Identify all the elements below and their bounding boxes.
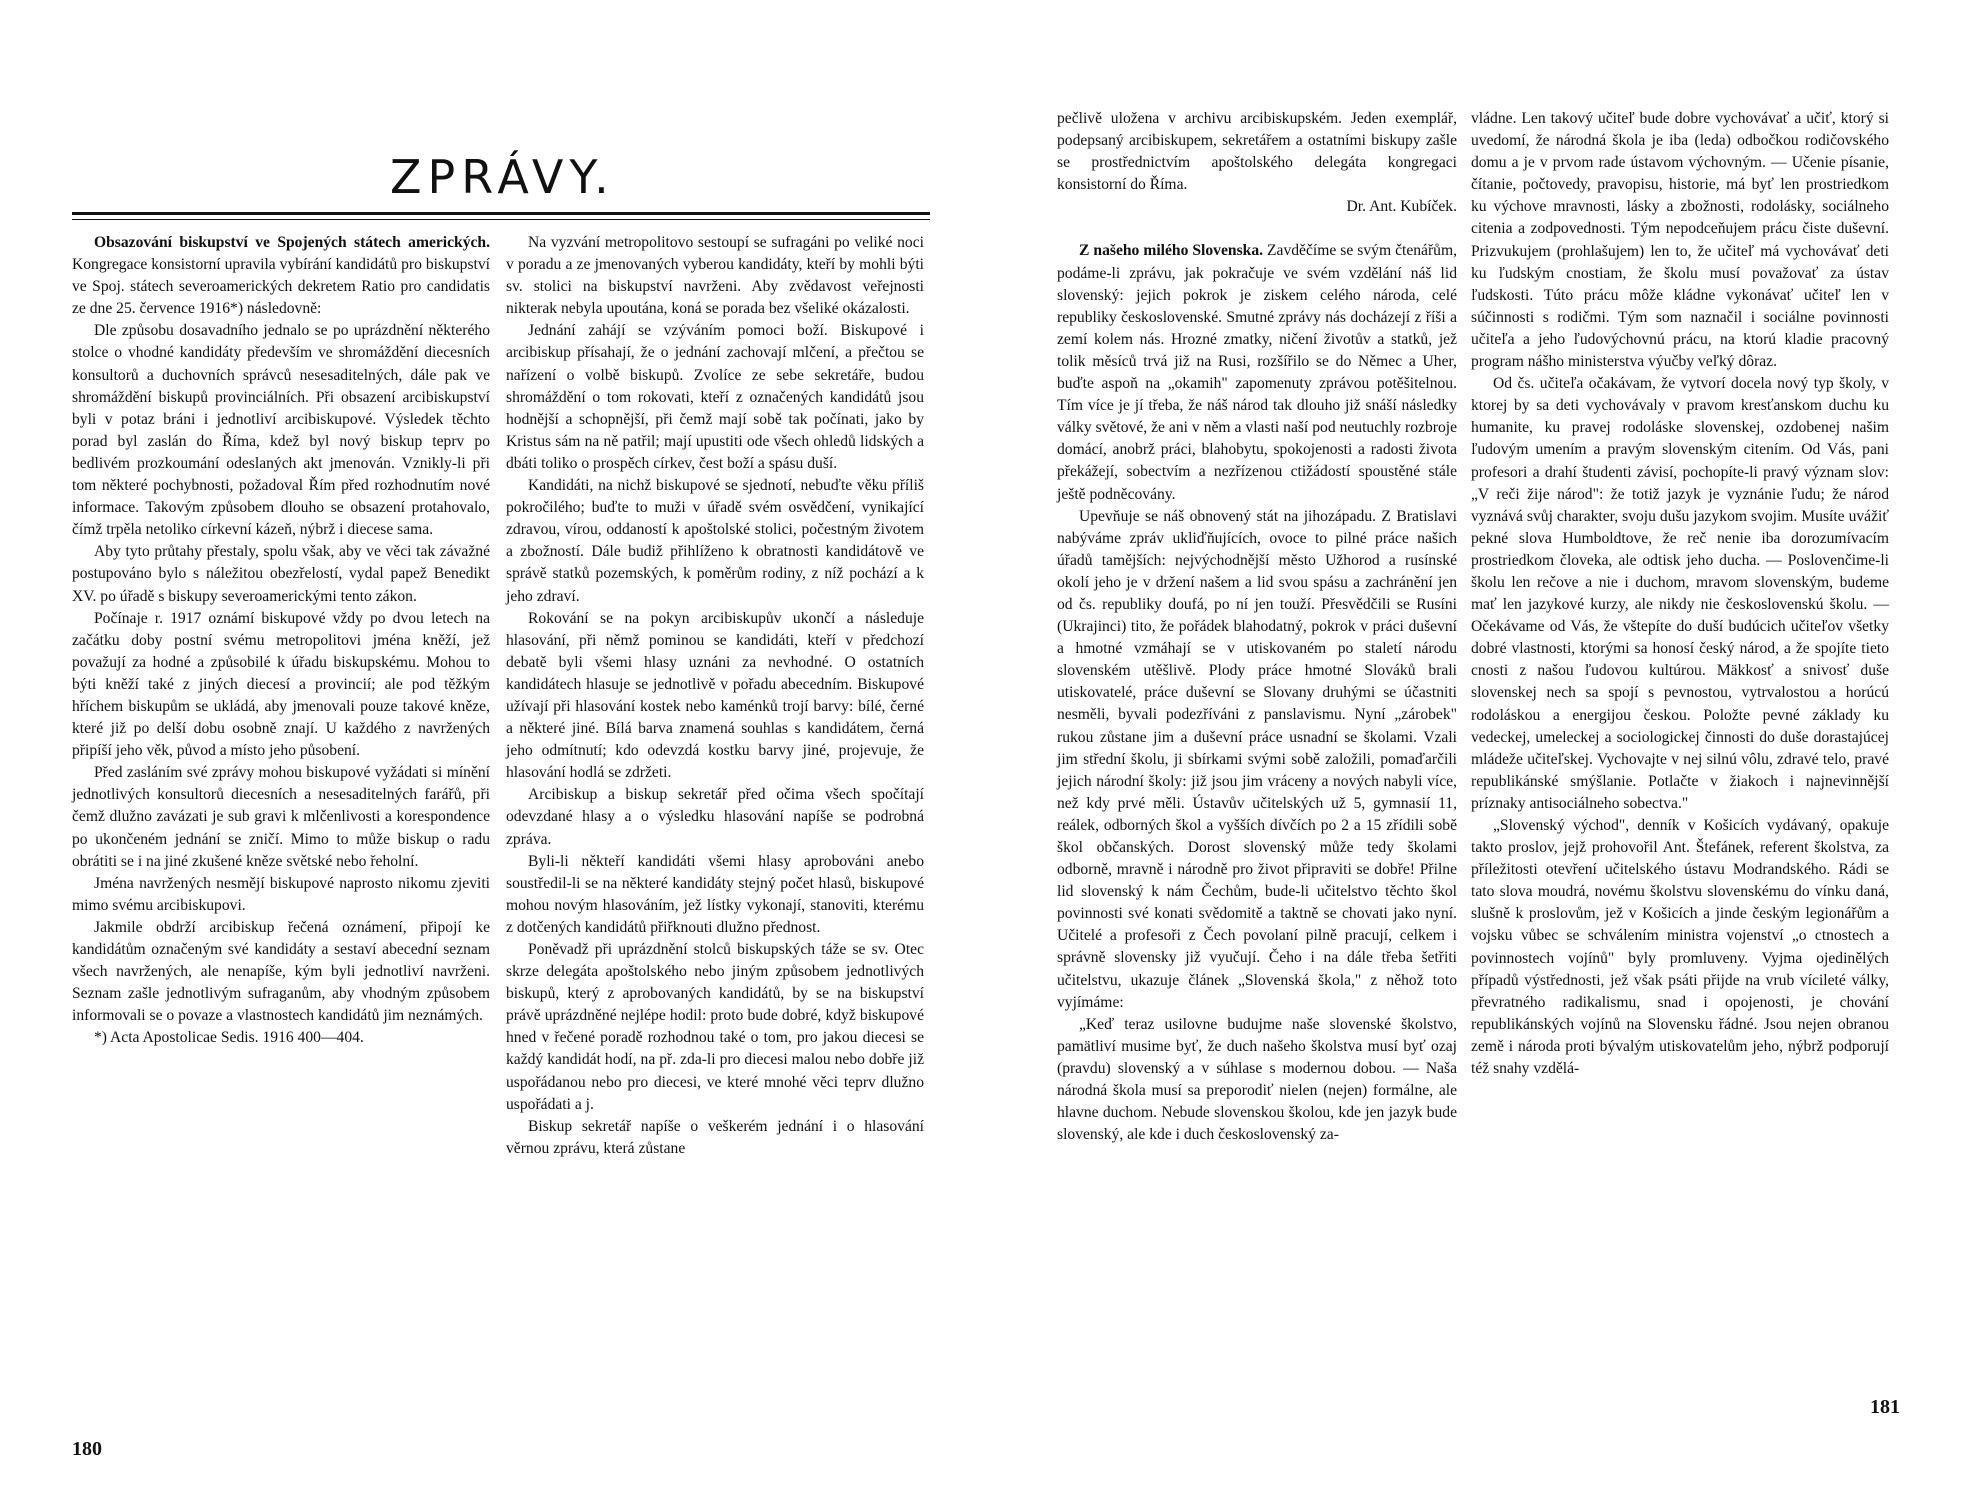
paragraph-text: Kongregace konsistorní upravila vybírání kandidátů pro biskupství ve Spoj. státech severoamerických dekretem Ratio pro candidatis ze dne 25. července 1916*) následovně: [72, 256, 490, 318]
paragraph-text: pečlivě uložena v archivu arcibiskupském. Jeden exemplář, podepsaný arcibiskupem, sekretářem a ostatními biskupy zašle se prostřednictvím apoštolského delegáta kongregaci konsistorní do Říma. [1057, 110, 1457, 194]
paragraph: Poněvadž při uprázdnění stolců biskupských táže se sv. Otec skrze delegáta apoštolského nebo jiným způsobem jednotlivých biskupů, který z aprobovaných kandidátů, by se na biskupství právě uprázdněné nejlépe hodil: proto bude dobré, když biskupové hned v řečené poradě rozhodnou také o tom, pro jakou diecesi se každý kandidát hodí, na př. zda-li pro diecesi malou nebo dobře již uspořádanou nebo pro diecesi, ve které mnohé věci teprv dlužno uspořádati a j. [506, 941, 924, 1113]
heading-rule [72, 212, 930, 215]
paragraph: Byli-li někteří kandidáti všemi hlasy aprobováni anebo soustředil-li se na některé kandidáty stejný počet hlasů, biskupové mohou novým hlasováním, jež lístky vykonají, stanoviti, kterému z dotčených kandidátů přiřknouti dlužno přednost. [506, 852, 924, 936]
paragraph: Arcibiskup a biskup sekretář před očima všech spočítají odevzdané hlasy a o výsledku hlasování napíše se podrobná zpráva. [506, 786, 924, 848]
right-column-1 [1057, 108, 1457, 1146]
paragraph: Upevňuje se náš obnovený stát na jihozápadu. Z Bratislavi nabýváme zpráv ukliďňujících, ovoce to pilné práce našich úřadů tamějších: nejvýchodnější město Užhorod a rusínské okolí jeho je v držení našem a lid svou spásu a zachránění jen od čs. republiky doufá, po ní jen touží. Přesvědčili se Rusíni (Ukrajinci) tito, že pořádek blahodatný, pokrok v práci duševní a hmotné vzmáhají se v utiskovaném po staletí národu slovenském utěšlivě. Plody práce hmotné Slováků brali utiskovatelé, práce duševní se Slovany druhými se účastniti nesměli, byvali podezříváni z panslavismu. Nyní „zárobek" rukou zůstane jim a duševní práce usnadní se školami. Vzali jim střední školu, ji sbírkami svými sobě založili, pomaďarčili jejich národní školy: již jsou jim vráceny a nových nabyli více, než kdy prvé měli. Ústavův učitelských už 5, gymnasií 11, reálek, odborných škol a vyšších dívčích po 2 a 15 zřídili sobě škol občanských. Dorost slovenský může tedy školami odborně, mravně i národně pro život připraviti se dobře! Přilne lid slovenský k nám Čechům, bude-li učitelstvo těchto škol povinnosti své konati svědomitě a taktně se chovati jako nyní. Učitelé a profesoři z Čech povolaní pilně pracují, celkem i správně slovensky již vyučují. Čeho i na dále třeba šetřiti učitelstvu, ukazuje článek „Slovenská škola," z něhož toto vyjímáme: [1057, 507, 1457, 1011]
paragraph-lead [1057, 240, 1457, 505]
paragraph: Jména navržených nesmějí biskupové naprosto nikomu zjeviti mimo svému arcibiskupovi. [72, 874, 490, 914]
paragraph [1057, 108, 1457, 218]
section-title: Obsazování biskupství ve Spojených státech amerických. [94, 234, 490, 251]
heading-rule-thin [72, 219, 930, 220]
paragraph: Jakmile obdrží arcibiskup řečená oznámení, připojí ke kandidátům označeným své kandidáty a sestaví abecední seznam všech navržených, ale nenapíše, kým byli jednotliví navrženi. Seznam zašle jednotlivým sufraganům, aby vhodným způsobem informovali se o povaze a vlastnostech kandidátů jim neznámých. [72, 918, 490, 1025]
right-column-2 [1471, 108, 1889, 1080]
paragraph: Počínaje r. 1917 oznámí biskupové vždy po dvou letech na začátku doby postní svému metropolitovi jména kněží, jež považují za hodné a způsobilé k úřadu biskupskému. Mohou to býti kněží také z jiných diecesí a provincií; ale pod těžkým hříchem biskupům se ukládá, aby jmenovali pouze takové kněze, které již po delší dobu osobně znají. U každého z navržených připíší jeho věk, původ a místo jeho působení. [72, 609, 490, 760]
paragraph: Biskup sekretář napíše o veškerém jednání i o hlasování věrnou zprávu, která zůstane [506, 1117, 924, 1157]
paragraph: Jednání zahájí se vzýváním pomoci boží. Biskupové i arcibiskup přísahají, že o jednání zachovají mlčení, a přečtou se nařízení o volbě biskupů. Zvolíce ze sebe sekretáře, budou shromáždění o tom rokovati, kteří z označených kandidátů jsou hodnější a schopnější, při čemž mají sobě tak počínati, jako by Kristus sám na ně patřil; mají upustiti ode všech ohledů lidských a dbáti toliko o prospěch církev, čest boží a spásu duší. [506, 322, 924, 472]
paragraph: Kandidáti, na nichž biskupové se sjednotí, nebuďte věku příliš pokročilého; buďte to muži v úřadě svém osvědčení, vynikající zdravou, vírou, oddaností k apoštolské stolici, počestným životem a zbožností. Dále budiž přihlíženo k obratnosti kandidátově ve správě statků pozemských, k poměrům rodiny, z níž pochází a k jeho zdraví. [506, 477, 924, 605]
page-number-left: 180 [72, 1438, 102, 1460]
paragraph: Od čs. učiteľa očakávam, že vytvorí docela nový typ školy, v ktorej by sa deti vychovávaly v pravom kresťanskom duchu ku humanite, ku pravej rodoláske slovenskej, ozdobenej našim ľudovým umením a pravým slovenským citením. Od Vás, pani profesori a drahí študenti závisí, pochopíte-li pravý význam slov: „V reči žije národ": že totiž jazyk je vyznánie ľudu; že národ vyznává svůj charakter, svoju dušu jazykom svojim. Musíte uvážiť pekné slova Humboldtove, že reč nenie iba dorozumívacím prostriedkom človeka, ale odtisk jeho ducha. — Poslovenčime-li školu len rečove a nie i duchom, mravom slovenským, budeme mať len jazykové kurzy, ale nikdy nie československú školu. — Očekávame od Vás, že vštepíte do duší budúcich učiteľov všetky dobré vlastnosti, ktorými sa honosí český národ, a že spojíte tieto cnosti z našou ľudovou kultúrou. Mäkkosť a snivosť duše slovenskej nech sa spojí s pevnostou, vytrvalostou a horúcú rodoláskou a energijou českou. Položte pevné základy ku vedeckej, umeleckej a sociologickej činnosti do duše dorastajúcej mládeže učiteľskej. Vychovajte v nej silnú vôlu, zdravé telo, pravé republikánské smýšlanie. Potlačte v žiakoch i najnevinnější príznaky antisociálneho sobectva." [1471, 375, 1889, 812]
page-heading: ZPRÁVY. [390, 150, 615, 204]
paragraph: vládne. Len takový učiteľ bude dobre vychovávať a učiť, ktorý si uvedomí, že národná škola je iba (leda) odbočkou rodičovského domu a je v prvom rade ústavom výchovným. — Učenie písanie, čítanie, počtovedy, pravopisu, historie, má byť len prostriedkom ku výchove mravnosti, lásky a zbožnosti, rodolásky, sociálneho citenia a zodpovednosti. Tým nepodceňujem prácu čiste duševní. Prizvukujem (prohlašujem) len to, že učiteľ má vychovávať deti ku ľudským cnostiam, že školu musí považovať za ústav ľudskosti. Túto prácu môže kládne vykonávať učiteľ len v súčinnosti s rodičmi. Tým som naznačil i sociálne povinnosti učiteľa a jeho ľudovýchovnú prácu, na ktorú kladie pracovný program nášho ministerstva výučby veľký dôraz. [1471, 110, 1889, 371]
paragraph: Na vyzvání metropolitovo sestoupí se sufragáni po veliké noci v poradu a ze jmenovaných vyberou kandidáty, kteří by mohli býti sv. stolici na biskupství navrženi. Aby zvědavost veřejnosti nikterak nebyla upoutána, koná se porada bez všeliké okázalosti. [506, 234, 924, 318]
paragraph-text: Zavděčíme se svým čtenářům, podáme-li zprávu, jak pokračuje ve svém vzdělání náš lid slovenský: jejich pokrok je ziskem celého národa, celé republiky československé. Smutné zprávy nás docházejí z říši a zemí kolem nás. Hrozné zmatky, ničení životův a statků, jež tolik měsíců trvá již na Rusi, rozšířilo se do Němec a Uher, buďte aspoň na „okamih" zapomenuty zprávou potěšitelnou. Tím více je jí třeba, že náš národ tak dlouho již snáší následky války světové, že ani v něm a vlasti naší pod neutuchly rozbroje domácí, anobrž práci, blahobytu, spokojenosti a radosti života překážejí, sobectvím a nezřízenou ctižádostí spoustěné stále ještě podněcovány. [1057, 242, 1457, 503]
signature: Dr. Ant. Kubíček. [1346, 198, 1457, 216]
page-number-right: 181 [1870, 1396, 1900, 1418]
left-column-1 [72, 232, 490, 1049]
footnote: *) Acta Apostolicae Sedis. 1916 400—404. [94, 1029, 364, 1047]
right-page [985, 0, 1970, 1500]
left-column-2 [506, 232, 924, 1160]
paragraph: „Keď teraz usilovne budujme naše slovenské školstvo, pamätliví musime byť, že duch našeho školstva musí byť ozaj (pravdu) slovenský a v súhlase s modernou dobou. — Naša národná škola musí sa preporodiť nielen (nejen) formálne, ale hlavne duchom. Nebude slovenskou školou, kde jen jazyk bude slovenský, ale kde i duch československý za- [1057, 1015, 1457, 1144]
section-title: Z našeho milého Slovenska. [1079, 242, 1264, 260]
paragraph: Dle způsobu dosavadního jednalo se po uprázdnění některého stolce o vhodné kandidáty především ve shromáždění diecesních konsultorů a duchovních správců nesesaditelných, dále pak ve shromáždění biskupů provinciálních. Při obsazení arcibiskupství byli v potaz bráni i jednotliví arcibiskupové. Výsledek těchto porad byl zaslán do Říma, kdež byl nový biskup teprv po bedlivém prozkoumání odeslaných akt jmenován. Vznikly-li při tom některé pochybnosti, požadoval Řím před rozhodnutím nové informace. Takovým způsobem dlouho se obsazení protahovalo, čímž trpěla netoliko církevní kázeň, nýbrž i diecese sama. [72, 322, 490, 539]
section-gap [1057, 218, 1457, 240]
paragraph: Aby tyto průtahy přestaly, spolu však, aby ve věci tak závažné postupováno bylo s náležitou obezřelostí, vydal papež Benedikt XV. po úřadě s biskupy severoamerickými tento zákon. [72, 543, 490, 605]
paragraph: Rokování se na pokyn arcibiskupův ukončí a následuje hlasování, při němž pominou se kandidáti, kteří v předchozí debatě byli všemi hlasy uznáni za nevhodné. O ostatních kandidátech hlasuje se jednotlivě v pořadu abecedním. Biskupové užívají při hlasování kostek nebo kaménků trojí barvy: bílé, černé a některé jiné. Bílá barva znamená souhlas s kandidátem, černá jeho odmítnutí; kdo odevzdá kostku barvy jiné, projevuje, že hlasování hodlá se zdržeti. [506, 609, 924, 782]
paragraph-lead [72, 232, 490, 320]
paragraph: Před zasláním své zprávy mohou biskupové vyžádati si mínění jednotlivých konsultorů diecesních a nesesaditelných farářů, při čemž dlužno zavázati je sub gravi k mlčenlivosti a korespondence po ukončeném jednání se zničí. Mimo to může biskup o radu obrátiti se i na jiné zkušené kněze světské nebo řeholní. [72, 764, 490, 870]
paragraph: „Slovenský východ", denník v Košicích vydávaný, opakuje takto proslov, jejž prohovořil Ant. Štefánek, referent školstva, za příležitosti otevření učitelského ústavu Modrandského. Rádi se tato slova moudrá, novému školstvu slovenskému do vínku daná, slušně k proslovům, jež v Košicích a jinde českým legionářům a vojsku vůbec se schválením ministra vojenství „o ctnostech a povinnostech vojínů" byly promluveny. Vyjma ojedinělých případů výstřednosti, jež však psáti přijde na vrub vícileté války, převratného radikalismu, snad i opojenosti, je chování republikánských vojínů na Slovensku řádné. Jsou nejen obranou země i národa proti bývalým utiskovatelům jeho, nýbrž podporují též snahy vzdělá- [1471, 817, 1889, 1078]
